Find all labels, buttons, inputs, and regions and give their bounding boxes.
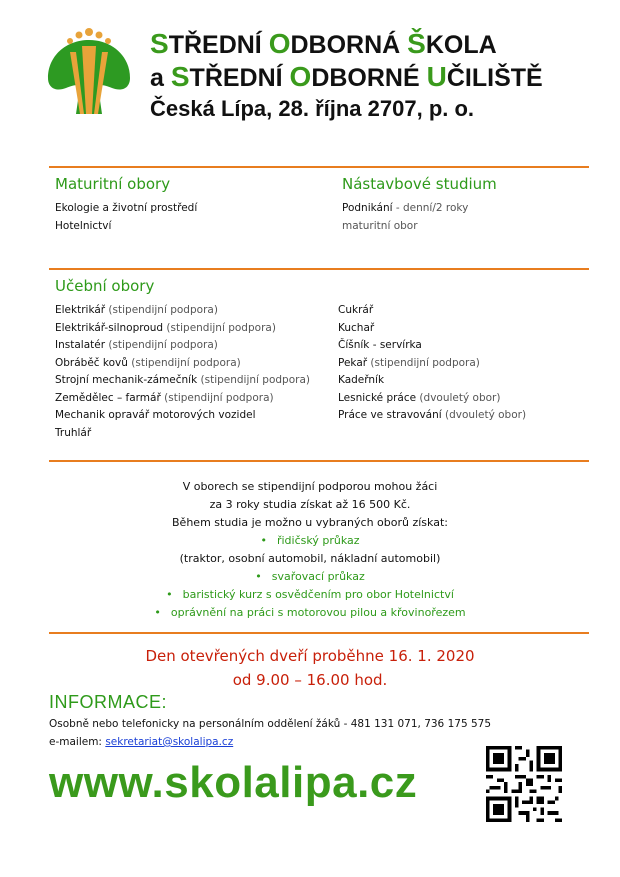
list-item: Cukrář [338, 304, 374, 316]
bullet-item: • oprávnění na práci s motorovou pilou a křovinořezem [154, 606, 466, 619]
list-item: Instalatér (stipendijní podpora) [55, 339, 218, 351]
info-heading: INFORMACE: [49, 692, 168, 712]
divider [49, 632, 589, 634]
list-item: Zemědělec – farmář (stipendijní podpora) [55, 391, 274, 404]
school-title [150, 28, 543, 124]
list-item: Lesnické práce (dvouletý obor) [338, 391, 501, 404]
info-text: Během studia je možno u vybraných oborů získat: [172, 516, 448, 529]
maturitni-heading: Maturitní obory [55, 175, 171, 193]
email-link[interactable]: sekretariat@skolalipa.cz [105, 736, 234, 748]
school-logo [46, 26, 132, 116]
divider [49, 166, 589, 168]
list-item: Kadeřník [338, 374, 385, 386]
list-item: Kuchař [338, 321, 375, 334]
divider [49, 460, 589, 462]
list-item: Obráběč kovů (stipendijní podpora) [55, 356, 241, 369]
list-item: Podnikání - denní/2 roky [342, 202, 469, 214]
list-item: Pekař (stipendijní podpora) [338, 356, 480, 369]
list-item: Elektrikář (stipendijní podpora) [55, 304, 218, 316]
school-address: Česká Lípa, 28. října 2707, p. o. [150, 96, 475, 121]
bullet-item: • řidičský průkaz [260, 534, 360, 547]
ucebni-right-list [338, 302, 526, 425]
list-item: Hotelnictví [55, 219, 112, 232]
open-day-time: od 9.00 – 16.00 hod. [232, 671, 388, 689]
list-item: Práce ve stravování (dvouletý obor) [338, 409, 527, 421]
ucebni-heading: Učební obory [55, 277, 155, 295]
bullet-item: • baristický kurz s osvědčením pro obor Hotelnictví [166, 588, 454, 601]
bullet-item: • svařovací průkaz [255, 570, 365, 583]
open-day-date: Den otevřených dveří proběhne 16. 1. 2020 [145, 647, 475, 665]
info-text: za 3 roky studia získat až 16 500 Kč. [209, 498, 411, 511]
info-text: V oborech se stipendijní podporou mohou žáci [182, 480, 438, 493]
website-url[interactable]: www.skolalipa.cz [49, 758, 418, 807]
nastavbove-heading: Nástavbové studium [342, 175, 497, 193]
scholarship-info [0, 478, 620, 622]
list-item: Elektrikář-silnoproud (stipendijní podpora) [55, 321, 276, 334]
list-item: Ekologie a životní prostředí [55, 202, 198, 214]
title-line-1: STŘEDNÍ ODBORNÁ ŠKOLA [150, 28, 497, 59]
list-item: maturitní obor [342, 219, 418, 232]
ucebni-left-list [55, 302, 310, 442]
list-item: Strojní mechanik-zámečník (stipendijní podpora) [55, 374, 310, 386]
bullet-subtext: (traktor, osobní automobil, nákladní automobil) [179, 552, 441, 565]
list-item: Truhlář [55, 426, 92, 439]
maturitni-list [55, 200, 197, 235]
email-line: e-mailem: sekretariat@skolalipa.cz [49, 736, 234, 748]
divider [49, 268, 589, 270]
phone-line: Osobně nebo telefonicky na personálním oddělení žáků - 481 131 071, 736 175 575 [49, 718, 491, 730]
nastavbove-list [342, 200, 468, 235]
list-item: Číšník - servírka [338, 339, 422, 351]
qr-code [486, 746, 562, 822]
list-item: Mechanik opravář motorových vozidel [55, 409, 256, 421]
title-line-2: a STŘEDNÍ ODBORNÉ UČILIŠTĚ [150, 61, 543, 92]
